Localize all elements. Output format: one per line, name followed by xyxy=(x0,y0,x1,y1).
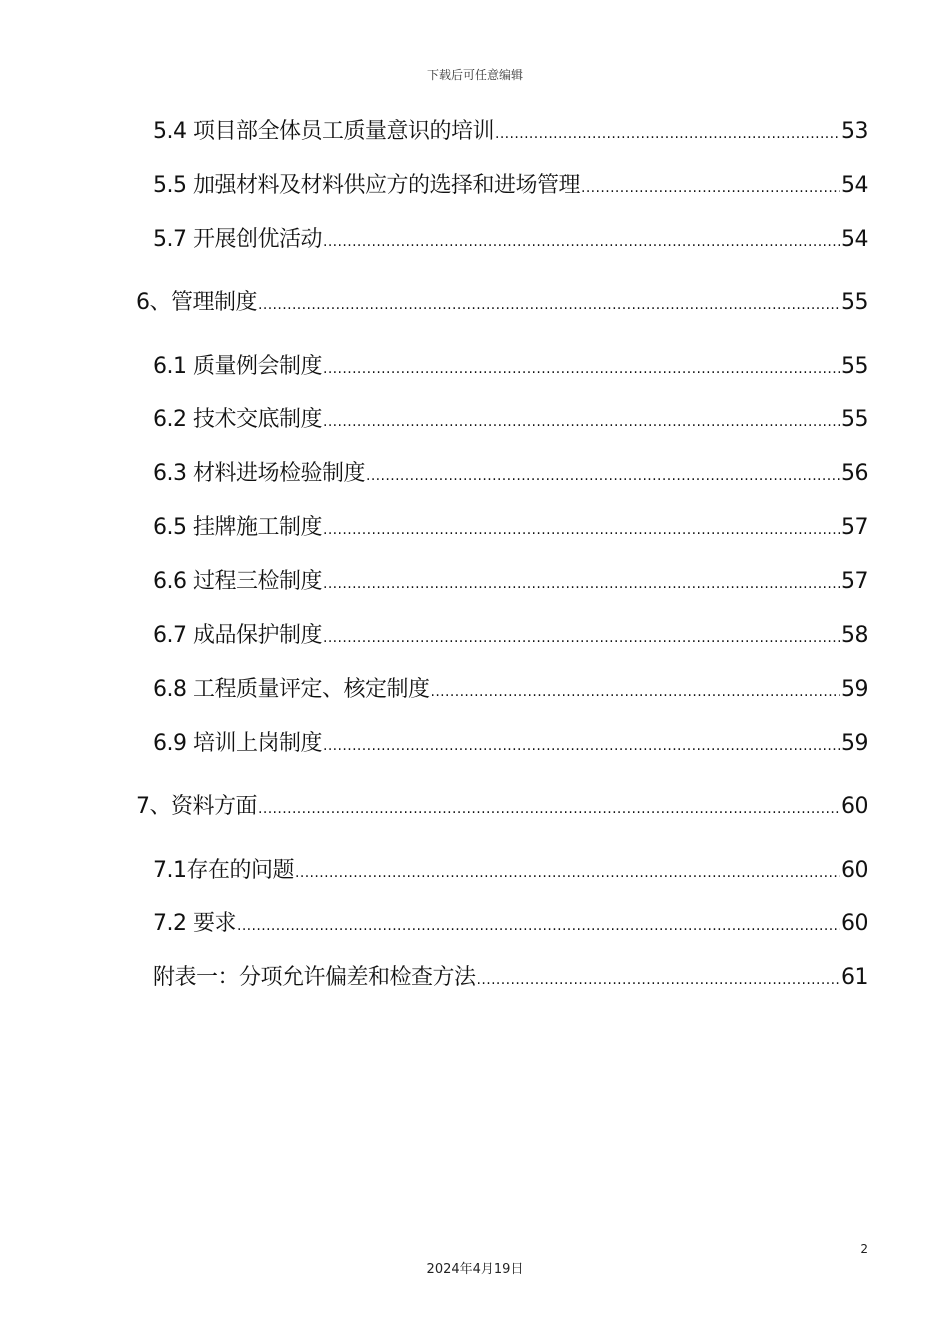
toc-entry[interactable] xyxy=(153,513,868,543)
toc-entry[interactable] xyxy=(153,352,868,382)
toc-entry[interactable] xyxy=(153,567,868,597)
toc-entry-page: 55 xyxy=(841,354,868,379)
toc-leader-dots xyxy=(366,461,840,491)
toc-entry-title: 5.5 加强材料及材料供应方的选择和进场管理 xyxy=(153,173,580,198)
toc-entry-page: 57 xyxy=(841,515,868,540)
page-footer-date: 2024年4月19日 xyxy=(426,1262,524,1277)
toc-entry[interactable] xyxy=(153,675,868,705)
toc-entry-title: 6.8 工程质量评定、核定制度 xyxy=(153,677,430,702)
toc-entry-page: 55 xyxy=(841,407,868,432)
toc-entry-page: 57 xyxy=(841,569,868,594)
toc-entry-title: 6、管理制度 xyxy=(136,290,257,315)
toc-entry-page: 56 xyxy=(841,461,868,486)
toc-entry-title: 6.9 培训上岗制度 xyxy=(153,731,322,756)
toc-entry-title: 6.1 质量例会制度 xyxy=(153,354,322,379)
toc-leader-dots xyxy=(258,794,840,824)
toc-entry-title: 5.4 项目部全体员工质量意识的培训 xyxy=(153,119,494,144)
toc-entry-title: 7.1存在的问题 xyxy=(153,858,294,883)
toc-entry[interactable] xyxy=(153,729,868,759)
toc-leader-dots xyxy=(323,731,840,761)
toc-entry-page: 54 xyxy=(841,227,868,252)
toc-leader-dots xyxy=(581,173,840,203)
toc-entry-title: 7、资料方面 xyxy=(136,794,257,819)
toc-leader-dots xyxy=(495,119,840,149)
toc-entry-title: 6.3 材料进场检验制度 xyxy=(153,461,365,486)
toc-entry[interactable] xyxy=(136,288,868,318)
toc-entry-title: 6.5 挂牌施工制度 xyxy=(153,515,322,540)
toc-leader-dots xyxy=(323,569,840,599)
toc-entry[interactable] xyxy=(153,117,868,147)
toc-entry-page: 54 xyxy=(841,173,868,198)
toc-entry[interactable] xyxy=(153,459,868,489)
toc-entry-page: 55 xyxy=(841,290,868,315)
toc-entry-title: 附表一：分项允许偏差和检查方法 xyxy=(153,965,476,990)
toc-entry[interactable] xyxy=(153,171,868,201)
toc-entry-page: 61 xyxy=(841,965,868,990)
toc-entry[interactable] xyxy=(153,963,868,993)
toc-entry[interactable] xyxy=(153,405,868,435)
toc-entry-page: 53 xyxy=(841,119,868,144)
toc-entry[interactable] xyxy=(153,856,868,886)
toc-leader-dots xyxy=(430,677,840,707)
toc-leader-dots xyxy=(323,623,840,653)
toc-entry[interactable] xyxy=(153,621,868,651)
toc-leader-dots xyxy=(237,911,840,941)
toc-entry-page: 60 xyxy=(841,911,868,936)
toc-leader-dots xyxy=(258,290,840,320)
toc-entry[interactable] xyxy=(153,225,868,255)
toc-entry-page: 58 xyxy=(841,623,868,648)
toc-entry-page: 60 xyxy=(841,794,868,819)
toc-entry-page: 59 xyxy=(841,731,868,756)
toc-leader-dots xyxy=(295,858,840,888)
toc-leader-dots xyxy=(323,354,840,384)
toc-leader-dots xyxy=(323,515,840,545)
toc-entry-title: 6.7 成品保护制度 xyxy=(153,623,322,648)
toc-entry-title: 6.6 过程三检制度 xyxy=(153,569,322,594)
toc-leader-dots xyxy=(477,965,840,995)
toc-entry-page: 59 xyxy=(841,677,868,702)
page-number: 2 xyxy=(860,1242,868,1256)
toc-entry-page: 60 xyxy=(841,858,868,883)
toc-entry-title: 5.7 开展创优活动 xyxy=(153,227,322,252)
toc-entry[interactable] xyxy=(136,792,868,822)
toc-leader-dots xyxy=(323,407,840,437)
toc-entry-title: 7.2 要求 xyxy=(153,911,236,936)
toc-entry[interactable] xyxy=(153,909,868,939)
toc-entry-title: 6.2 技术交底制度 xyxy=(153,407,322,432)
page-header: 下载后可任意编辑 xyxy=(426,68,523,82)
toc-leader-dots xyxy=(323,227,840,257)
